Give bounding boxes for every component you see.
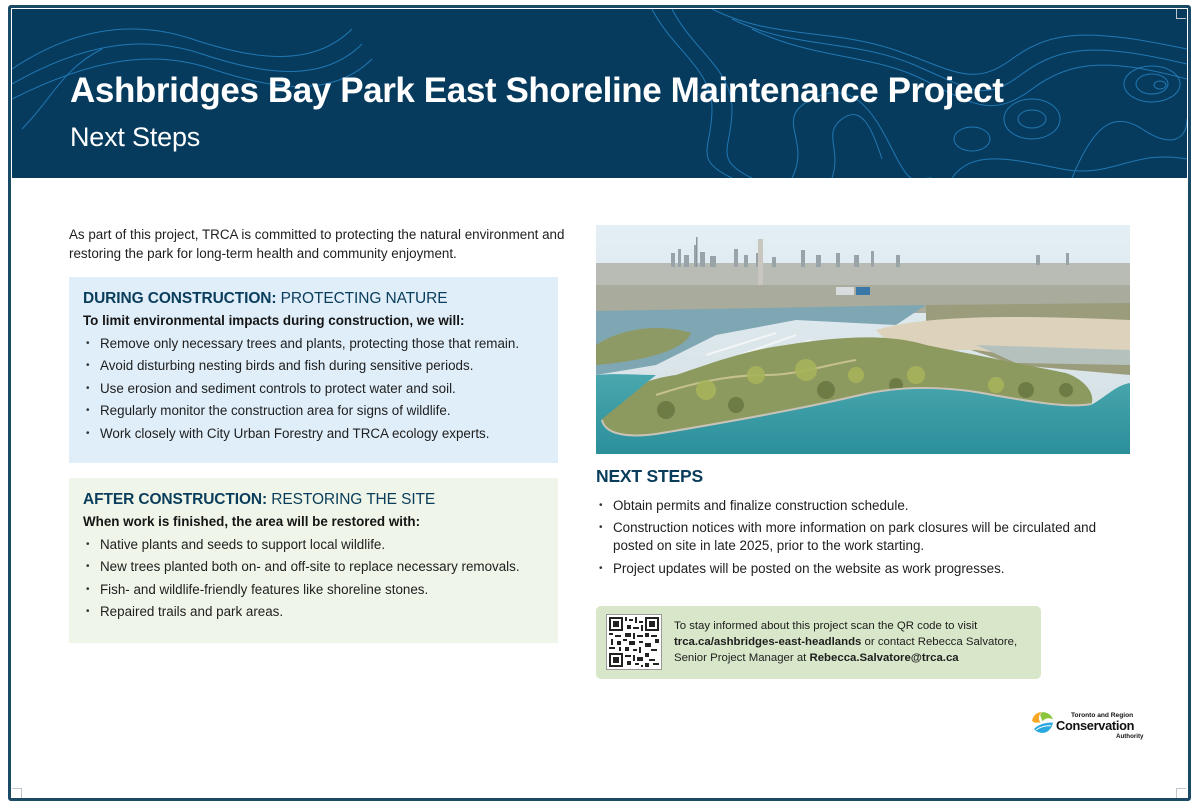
list-item: • Remove only necessary trees and plants, protecting those that remain.: [83, 335, 544, 353]
page-subtitle: Next Steps: [70, 122, 201, 152]
after-construction-lead: When work is finished, the area will be restored with:: [83, 514, 421, 529]
crop-mark: [1176, 9, 1186, 19]
after-construction-list: [83, 536, 544, 621]
list-item: • Use erosion and sediment controls to protect water and soil.: [83, 380, 544, 398]
intro-paragraph: As part of this project, TRCA is committed to protecting the natural environment and restoring the park for long-term health and community enjoyment.: [69, 227, 565, 261]
heading-rest: RESTORING THE SITE: [267, 491, 436, 508]
qr-code-icon[interactable]: [606, 614, 662, 670]
logo-line-3: Authority: [1116, 733, 1144, 740]
contact-line-1: To stay informed about this project scan the QR code to visit: [674, 620, 978, 632]
contact-email-link[interactable]: Rebecca.Salvatore@trca.ca: [809, 652, 959, 664]
project-url-link[interactable]: trca.ca/ashbridges-east-headlands: [674, 636, 862, 648]
contact-text: [674, 618, 1034, 666]
trca-logo: [1030, 709, 1144, 743]
logo-line-2: Conservation: [1056, 718, 1135, 733]
heading-rest: PROTECTING NATURE: [276, 290, 448, 307]
next-steps-section: [596, 466, 1126, 582]
qr-code-graphic: [609, 617, 659, 667]
heading-bold: AFTER CONSTRUCTION:: [83, 491, 268, 508]
list-item: • Obtain permits and finalize construction schedule.: [596, 497, 1126, 515]
during-construction-list: [83, 335, 544, 443]
next-steps-list: [596, 497, 1126, 578]
after-construction-panel: [69, 478, 558, 643]
trca-leaf-icon: [1030, 710, 1055, 735]
header-banner: [12, 9, 1187, 178]
logo-line-1: Toronto and Region: [1071, 712, 1134, 719]
aerial-photo-illustration: [596, 225, 1130, 454]
contact-panel: [596, 606, 1041, 679]
list-item: • New trees planted both on- and off-site to replace necessary removals.: [83, 558, 544, 576]
crop-mark: [12, 788, 22, 798]
after-construction-heading: [83, 490, 544, 510]
during-construction-heading: [83, 289, 544, 309]
list-item: • Work closely with City Urban Forestry and TRCA ecology experts.: [83, 425, 544, 443]
aerial-park-photo: [596, 225, 1130, 454]
list-item: • Native plants and seeds to support local wildlife.: [83, 536, 544, 554]
next-steps-heading: NEXT STEPS: [596, 466, 703, 486]
list-item: • Fish- and wildlife-friendly features like shoreline stones.: [83, 581, 544, 599]
list-item: • Avoid disturbing nesting birds and fish during sensitive periods.: [83, 357, 544, 375]
list-item: • Project updates will be posted on the website as work progresses.: [596, 560, 1126, 578]
list-item: • Regularly monitor the construction area for signs of wildlife.: [83, 402, 544, 420]
contact-line-2: or contact Rebecca Salvatore, Senior Project Manager at: [674, 636, 1018, 664]
list-item: • Repaired trails and park areas.: [83, 603, 544, 621]
page-title: Ashbridges Bay Park East Shoreline Maintenance Project: [70, 71, 1004, 110]
heading-bold: DURING CONSTRUCTION:: [83, 290, 277, 307]
during-construction-panel: [69, 277, 558, 463]
during-construction-lead: To limit environmental impacts during construction, we will:: [83, 313, 465, 328]
crop-mark: [1176, 788, 1186, 798]
list-item: • Construction notices with more information on park closures will be circulated and posted on site in late 2025, prior to the work starting.: [596, 519, 1126, 555]
